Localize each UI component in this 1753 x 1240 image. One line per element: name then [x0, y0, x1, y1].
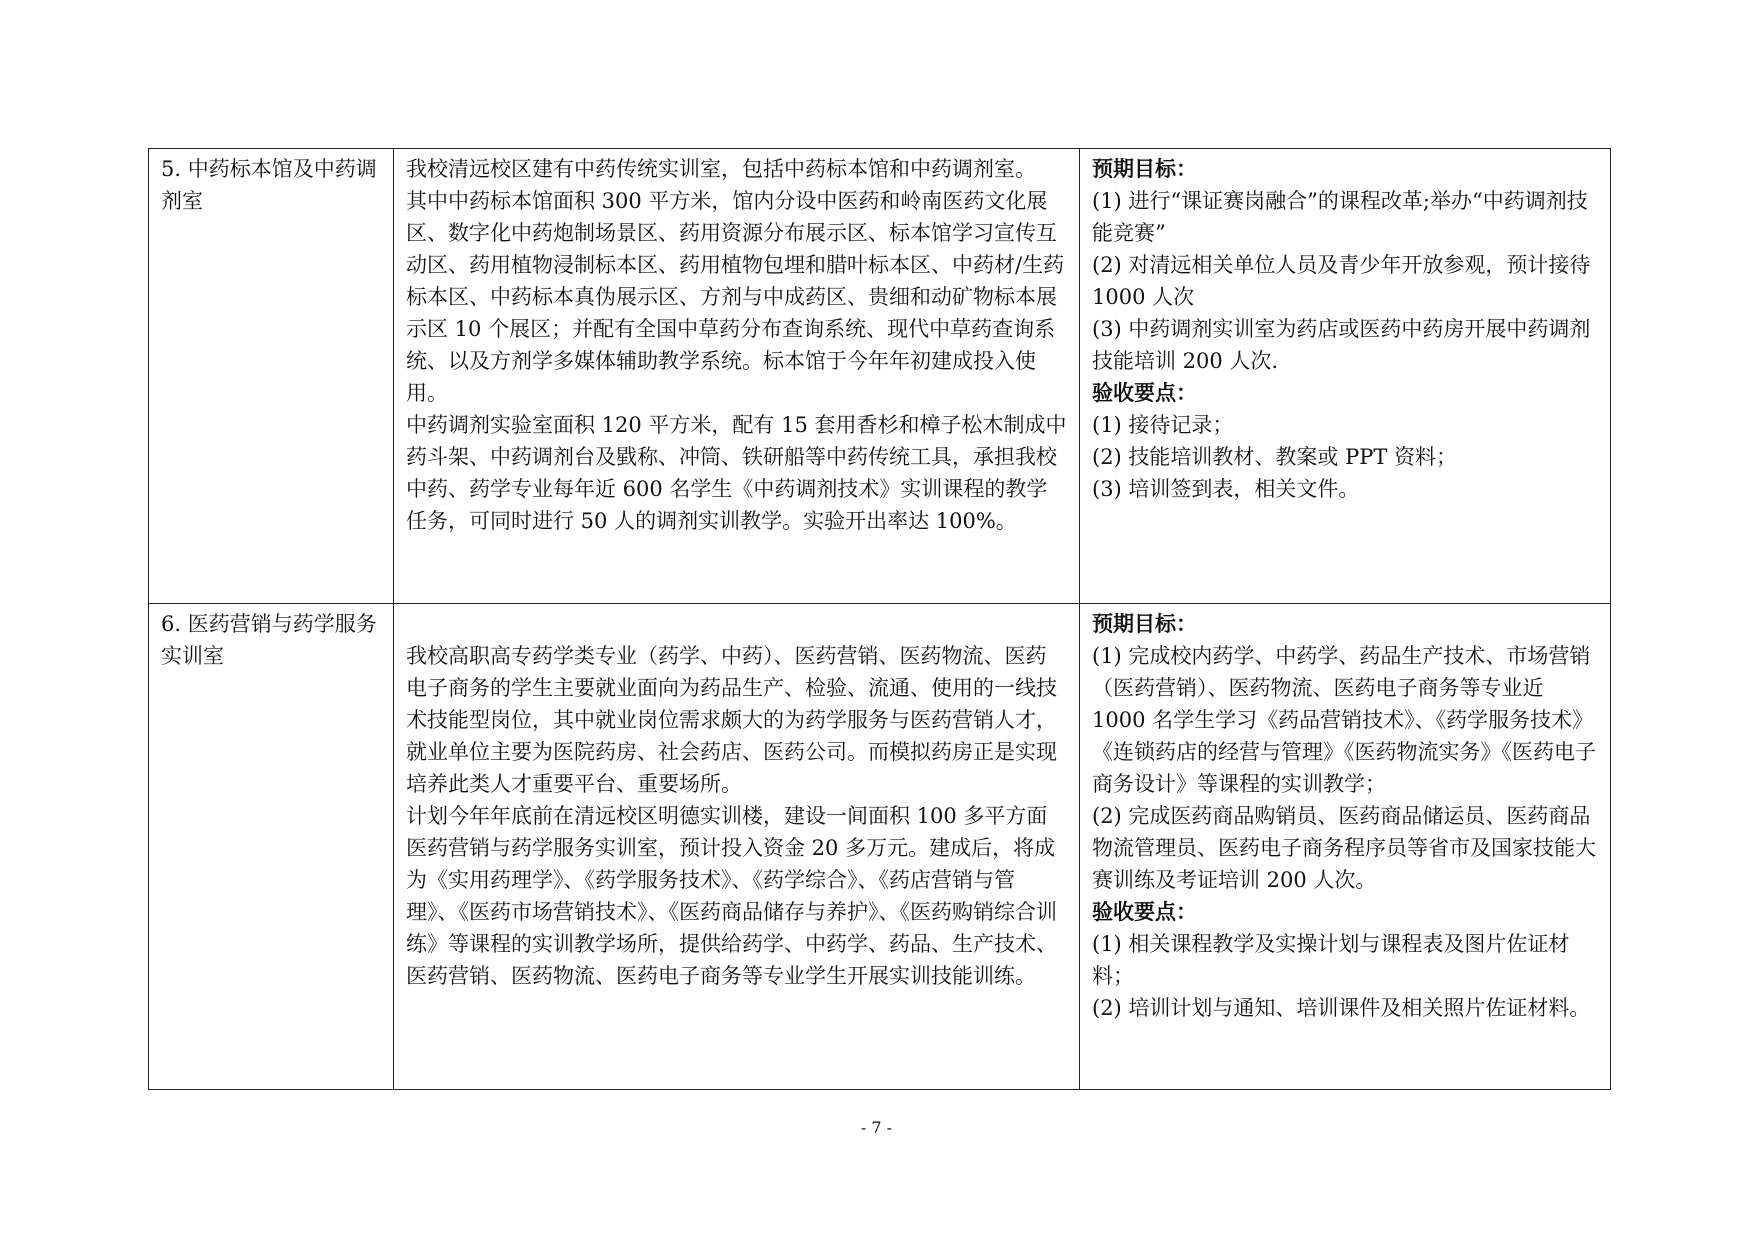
- check-item: (3) 培训签到表，相关文件。: [1092, 477, 1360, 501]
- goal-heading: 预期目标：: [1092, 156, 1197, 181]
- goal-item: (2) 完成医药商品购销员、医药商品储运员、医药商品物流管理员、医药电子商务程序员等省市及国家技能大赛训练及考证培训 200 人次。: [1092, 804, 1596, 892]
- goal-item: (3) 中药调剂实训室为药店或医药中药房开展中药调剂技能培训 200 人次.: [1092, 317, 1591, 373]
- table-row: [149, 604, 1611, 1090]
- check-item: (1) 相关课程教学及实操计划与课程表及图片佐证材料；: [1092, 932, 1570, 988]
- project-name: 5. 中药标本馆及中药调剂室: [161, 157, 377, 213]
- description-cell: [394, 604, 1080, 1090]
- check-item: (1) 接待记录；: [1092, 413, 1234, 437]
- target-cell: [1080, 149, 1611, 604]
- description-paragraph: 计划今年年底前在清远校区明德实训楼，建设一间面积 100 多平方面医药营销与药学服务实训室，预计投入资金 20 多万元。建成后，将成为《实用药理学》、《药学服务技术》、《药学综合》、《药店营销与管理》、《医药市场营销技术》、《医药商品储存与养护》、《医药购销综合训练》等课程的实训教学场所，提供给药学、中药学、药品、生产技术、医药营销、医药物流、医药电子商务等专业学生开展实训技能训练。: [406, 804, 1057, 988]
- description-paragraph: 我校清远校区建有中药传统实训室，包括中药标本馆和中药调剂室。: [406, 157, 1036, 181]
- goal-item: (1) 进行“课证赛岗融合”的课程改革;举办“中药调剂技能竞赛”: [1092, 189, 1588, 245]
- target-cell: [1080, 604, 1611, 1090]
- project-table: [148, 148, 1611, 1090]
- check-heading: 验收要点：: [1092, 380, 1197, 405]
- table-row: [149, 149, 1611, 604]
- page-number: - 7 -: [860, 1118, 893, 1137]
- goal-heading: 预期目标：: [1092, 611, 1197, 636]
- project-name-cell: [149, 149, 394, 604]
- project-name: 6. 医药营销与药学服务实训室: [161, 612, 377, 668]
- check-heading: 验收要点：: [1092, 899, 1197, 924]
- description-paragraph: 我校高职高专药学类专业（药学、中药）、医药营销、医药物流、医药电子商务的学生主要就业面向为药品生产、检验、流通、使用的一线技术技能型岗位，其中就业岗位需求颇大的为药学服务与医药营销人才，就业单位主要为医院药房、社会药店、医药公司。而模拟药房正是实现培养此类人才重要平台、重要场所。: [406, 644, 1057, 796]
- check-item: (2) 培训计划与通知、培训课件及相关照片佐证材料。: [1092, 996, 1591, 1020]
- goal-item: (1) 完成校内药学、中药学、药品生产技术、市场营销（医药营销）、医药物流、医药电子商务等专业近 1000 名学生学习《药品营销技术》、《药学服务技术》《连锁药店的经营与管理》《医药物流实务》《医药电子商务设计》等课程的实训教学；: [1092, 644, 1596, 796]
- description-cell: [394, 149, 1080, 604]
- description-paragraph: 中药调剂实验室面积 120 平方米，配有 15 套用香杉和樟子松木制成中药斗架、中药调剂台及戥称、冲筒、铁研船等中药传统工具，承担我校中药、药学专业每年近 600 名学生《中药调剂技术》实训课程的教学任务，可同时进行 50 人的调剂实训教学。实验开出率达 100%。: [406, 413, 1067, 533]
- goal-item: (2) 对清远相关单位人员及青少年开放参观，预计接待 1000 人次: [1092, 253, 1591, 309]
- project-name-cell: [149, 604, 394, 1090]
- check-item: (2) 技能培训教材、教案或 PPT 资料；: [1092, 445, 1458, 469]
- description-paragraph: 其中中药标本馆面积 300 平方米，馆内分设中医药和岭南医药文化展区、数字化中药炮制场景区、药用资源分布展示区、标本馆学习宣传互动区、药用植物浸制标本区、药用植物包埋和腊叶标本区、中药材/生药标本区、中药标本真伪展示区、方剂与中成药区、贵细和动矿物标本展示区 10 个展区；并配有全国中草药分布查询系统、现代中草药查询系统、以及方剂学多媒体辅助教学系统。标本馆于今年年初建成投入使用。: [406, 189, 1065, 405]
